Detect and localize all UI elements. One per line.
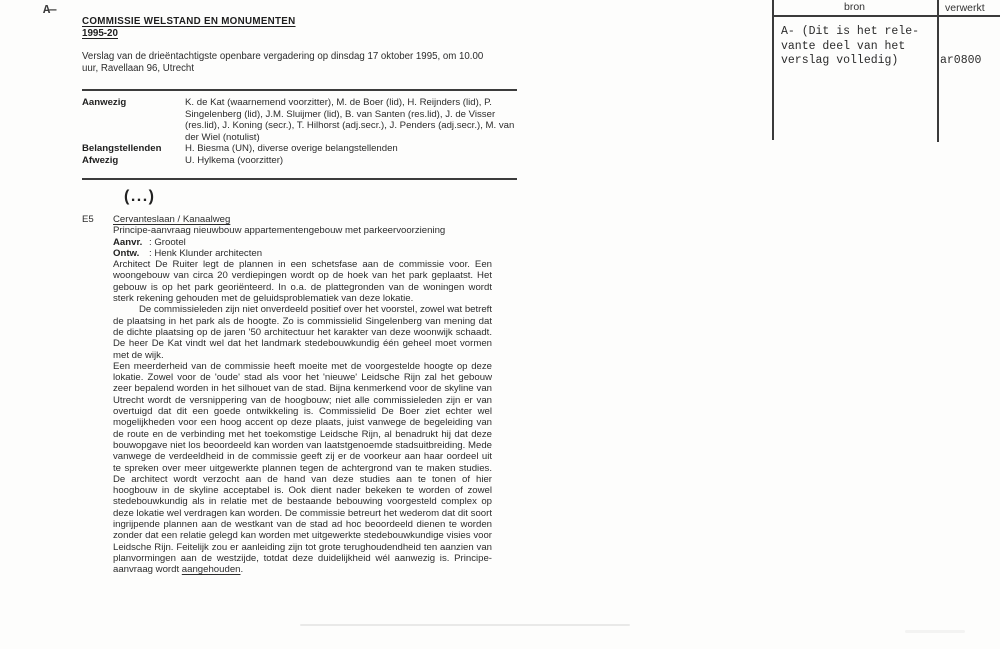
closing-sentence-prefix: Principe-aanvraag wordt — [113, 552, 492, 576]
closing-decision-word: aangehouden — [181, 564, 241, 576]
stamp-table-header-rule — [772, 15, 1000, 17]
designer-label: Ontw. — [113, 247, 140, 259]
attendance-row-belangstellenden — [82, 143, 518, 155]
document-number: 1995-20 — [82, 28, 118, 39]
stamp-processed-code: ar0800 — [940, 54, 982, 67]
attendance-value: H. Biesma (UN), diverse overige belangstellenden — [185, 143, 398, 155]
designer-value: : Henk Klunder architecten — [149, 247, 263, 259]
horizontal-rule-top — [82, 89, 517, 91]
horizontal-rule-bottom — [82, 178, 517, 180]
stamp-table — [772, 0, 1000, 142]
attendance-label: Afwezig — [82, 154, 119, 166]
stamp-table-left-border — [772, 0, 774, 140]
minutes-paragraph-3 — [113, 361, 492, 576]
agenda-item-code: E5 — [82, 214, 94, 225]
stamp-col-bron-header: bron — [843, 1, 865, 13]
minutes-paragraph-2: De commissieleden zijn niet onverdeeld positief over het voorstel, zowel wat betreft de plaatsing in het park als de hoogte. Zo is commissielid Singelenberg van mening dat de dichte plaatsing op de jaren '50 architectuur het karakter van deze woonwijk schaadt. De heer De Kat vindt wel dat het landmark stedebouwkundig één geheel moet vormen met de wijk. — [113, 304, 493, 361]
designer-line — [113, 248, 492, 259]
minutes-paragraph-1: Architect De Ruiter legt de plannen in een schetsfase aan de commissie voor. Een woongebouw van circa 20 verdiepingen wordt op de hoek van het park geplaatst. Het gebouw is op het park georiënteerd. In o.a. de plattegronden van de woningen wordt sterk rekening gehouden met de geluidsproblematiek van deze lokatie. — [113, 259, 492, 305]
attendance-row-aanwezig — [82, 97, 518, 143]
attendance-value: K. de Kat (waarnemend voorzitter), M. de Boer (lid), H. Reijnders (lid), P. Singelenberg (lid), J.M. Sluijmer (lid), B. van Santen (res.lid), J. de Visser (res.lid), J. Koning (secr.), T. Hilhorst (adj.secr.), J. Penders (adj.secr.), M. van der Wiel (notulist) — [185, 97, 515, 143]
document-title: COMMISSIE WELSTAND EN MONUMENTEN — [82, 16, 296, 27]
agenda-item-title: Cervanteslaan / Kanaalweg — [113, 214, 231, 225]
stamp-note-line-3: verslag volledig) — [781, 54, 899, 67]
agenda-item-body — [113, 214, 492, 576]
agenda-item-subtitle: Principe-aanvraag nieuwbouw appartementengebouw met parkeervoorziening — [113, 225, 446, 237]
applicant-value: : Grootel — [149, 236, 186, 248]
scan-artifact-smudge — [300, 624, 630, 626]
stamp-table-column-divider — [937, 0, 939, 142]
applicant-label: Aanvr. — [113, 236, 143, 248]
attendance-value: U. Hylkema (voorzitter) — [185, 154, 284, 166]
stamp-note-line-1: A- (Dit is het rele- — [781, 25, 920, 38]
applicant-line — [113, 237, 492, 248]
closing-sentence-period: . — [240, 564, 244, 576]
meeting-intro-text: Verslag van de drieëntachtigste openbare vergadering op dinsdag 17 oktober 1995, om 10.00 uur, Ravellaan 96, Utrecht — [82, 51, 484, 74]
attendance-label: Aanwezig — [82, 97, 127, 108]
stamp-note-line-2: vante deel van het — [781, 39, 906, 53]
attendance-label: Belangstellenden — [82, 143, 162, 155]
scan-artifact-noise — [905, 630, 965, 633]
attendance-row-afwezig — [82, 155, 518, 167]
ellipsis-omission-mark: (...) — [124, 188, 156, 205]
stamp-col-verwerkt-header: verwerkt — [945, 2, 985, 14]
stamp-typed-note — [781, 25, 919, 69]
corner-annotation-mark: A— — [43, 3, 56, 17]
attendance-block — [82, 97, 518, 167]
minutes-paragraph-3-text: Een meerderheid van de commissie heeft moeite met de voorgestelde hoogte op deze lokatie. Zowel voor de 'oude' stad als voor het 'nieuwe' Leidsche Rijn zal het gebouw zeer bepalend worden in het silhouet van de stad. Bijna kenmerkend voor de skyline van Utrecht wordt de versnippering van de hoogbouw; niet alle commissieleden zijn er van overtuigd dat dit een goede ontwikkeling is. Commissielid De Boer ziet echter wel mogelijkheden voor een hoog accent op deze plaats, juist vanwege de begeleiding van de route en de verbinding met het toekomstige Leidsche Rijn, al benadrukt hij dat deze bouwopgave niet los beoordeeld kan worden van laatstgenoemde stadsuitbreiding. Mede vanwege de verdeeldheid in de commissie geeft zij er de voorkeur aan haar oordeel uit te spreken over meer uitgewerkte plannen tegen de achtergrond van te maken studies. De architect wordt verzocht aan de hand van deze studies aan te tonen of hier hoogbouw in de skyline acceptabel is. Ook dient nader bekeken te worden of zowel stedebouwkundig als in relatie met de bestaande bebouwing voorgesteld complex op deze lokatie wel verdragen kan worden. De commissie betreurt het wederom dat dit soort ingrijpende plannen aan de westkant van de stad ad hoc beoordeeld dienen te worden zonder dat een relatie gelegd kan worden met uitgewerkte stedebouwkundige visies voor Leidsche Rijn. Feitelijk zou er aanleiding zijn tot grote terughoudendheid ten aanzien van planvormingen aan de westzijde, totdat deze duidelijkheid wél aanwezig is. — [113, 360, 492, 564]
